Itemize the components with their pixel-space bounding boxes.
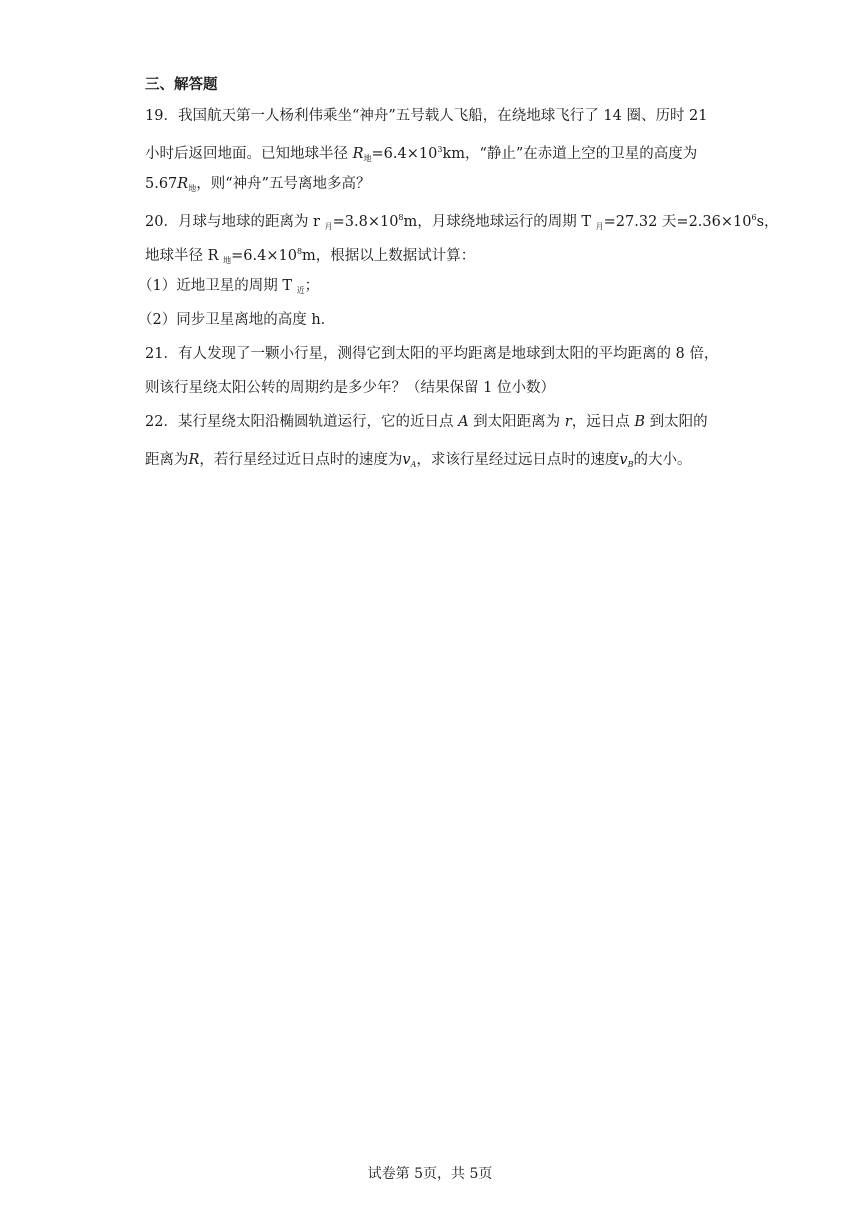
q19-text: 小时后返回地面。已知地球半径 xyxy=(145,146,353,162)
q20-text: 20．月球与地球的距离为 r xyxy=(145,214,325,230)
q22-text: ，求该行星经过远日点时的速度 xyxy=(416,452,620,468)
page-footer: 试卷第 5页，共 5页 xyxy=(367,1166,493,1182)
q22-text: 距离为 xyxy=(145,452,189,468)
section-heading: 三、解答题 xyxy=(145,76,218,93)
q20-text: s， xyxy=(756,214,779,230)
q22-text: 到太阳距离为 xyxy=(468,414,565,430)
superscript: 6 xyxy=(751,213,757,222)
q20-text: =6.4×10 xyxy=(231,248,297,264)
q20-text: ； xyxy=(304,278,320,294)
q21-text: 21．有人发现了一颗小行星，测得它到太阳的平均距离是地球到太阳的平均距离的 8 倍， xyxy=(145,346,719,362)
q22-text: 22．某行星绕太阳沿椭圆轨道运行，它的近日点 xyxy=(145,414,459,430)
question-20-line-1 xyxy=(145,208,779,237)
question-20-line-2 xyxy=(145,242,475,271)
q19-text: =6.4×10 xyxy=(371,146,438,162)
superscript: 3 xyxy=(437,145,443,154)
q20-text: =27.32 天=2.36×10 xyxy=(603,214,752,230)
subscript: 地 xyxy=(188,184,197,193)
subscript: 近 xyxy=(296,286,305,295)
q19-text: ，则“神舟”五号离地多高？ xyxy=(196,176,371,192)
q21-text: 则该行星绕太阳公转的周期约是多少年？（结果保留 1 位小数） xyxy=(145,380,555,396)
question-19-line-3 xyxy=(145,174,371,199)
question-20-part-1 xyxy=(138,276,319,301)
subscript: 月 xyxy=(595,222,604,231)
question-21-line-2 xyxy=(145,378,555,398)
symbol-R: R xyxy=(352,146,364,162)
question-19-line-2 xyxy=(145,140,697,169)
q20-text: m，月球绕地球运行的周期 T xyxy=(403,214,596,230)
symbol-v: v xyxy=(402,452,411,468)
question-20-part-2 xyxy=(138,310,335,330)
q20-text: m，根据以上数据试计算： xyxy=(302,248,476,264)
symbol-R: R xyxy=(188,452,200,468)
q19-text: 5.67 xyxy=(145,176,178,192)
question-22-line-1 xyxy=(145,412,708,432)
superscript: 8 xyxy=(398,213,404,222)
q22-text: ，远日点 xyxy=(571,414,635,430)
q19-text: 19．我国航天第一人杨利伟乘坐“神舟”五号载人飞船，在绕地球飞行了 14 圈、历时 21 xyxy=(145,108,708,124)
symbol-r: r xyxy=(564,414,572,430)
subscript: 地 xyxy=(363,154,372,163)
q22-text: 到太阳的 xyxy=(644,414,708,430)
question-22-line-2 xyxy=(145,450,692,475)
subscript: B xyxy=(627,460,634,469)
q19-text: km，“静止”在赤道上空的卫星的高度为 xyxy=(442,146,698,162)
symbol-B: B xyxy=(634,414,645,430)
question-19-line-1 xyxy=(145,106,708,126)
subscript: 地 xyxy=(223,256,232,265)
q22-text: 的大小。 xyxy=(633,452,692,468)
superscript: 8 xyxy=(296,247,303,256)
q20-text: 地球半径 R xyxy=(145,248,224,264)
q20-text: （2）同步卫星离地的高度 h． xyxy=(138,312,336,328)
symbol-v: v xyxy=(619,452,628,468)
q20-text: （1）近地卫星的周期 T xyxy=(138,278,297,294)
subscript: 月 xyxy=(324,222,333,231)
question-21-line-1 xyxy=(145,344,718,364)
subscript: A xyxy=(410,460,417,469)
symbol-A: A xyxy=(458,414,469,430)
symbol-R: R xyxy=(177,176,189,192)
q20-text: =3.8×10 xyxy=(332,214,399,230)
q22-text: ，若行星经过近日点时的速度为 xyxy=(199,452,403,468)
